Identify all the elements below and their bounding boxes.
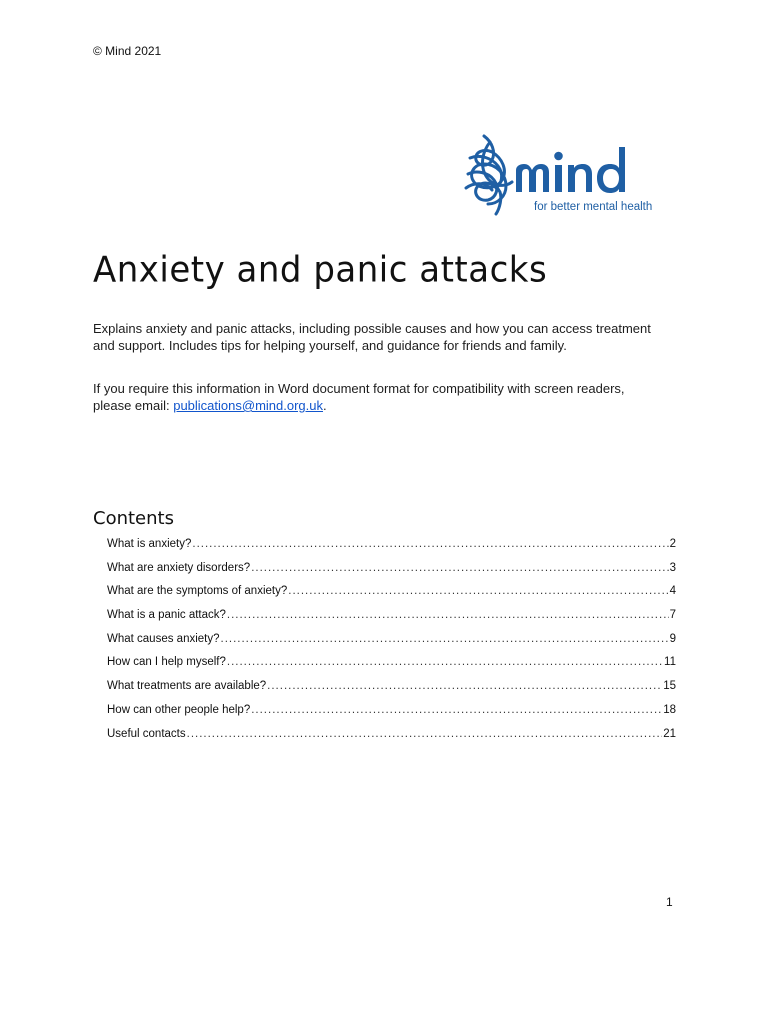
toc-leader [187, 728, 663, 740]
contents-heading: Contents [93, 508, 174, 529]
toc-entry[interactable] [107, 585, 676, 609]
page-number: 1 [666, 895, 673, 909]
toc-leader [251, 704, 662, 716]
toc-entry[interactable] [107, 562, 676, 586]
toc-label: What are the symptoms of anxiety? [107, 585, 288, 598]
toc-page-number: 2 [669, 538, 676, 550]
toc-page-number: 21 [663, 727, 676, 740]
toc-leader [192, 538, 668, 550]
toc-label: Useful contacts [107, 727, 186, 740]
mind-logo [462, 130, 677, 218]
toc-label: How can other people help? [107, 703, 251, 716]
toc-leader [267, 680, 662, 692]
toc-label: What is a panic attack? [107, 609, 226, 622]
copyright-notice: © Mind 2021 [93, 44, 162, 58]
toc-page-number: 9 [669, 632, 676, 645]
table-of-contents [107, 538, 676, 751]
toc-label: What is anxiety? [107, 538, 192, 550]
toc-page-number: 3 [669, 561, 676, 574]
mind-logo-graphic [462, 130, 677, 218]
toc-entry[interactable] [107, 704, 676, 728]
toc-entry[interactable] [107, 656, 676, 680]
toc-label: What treatments are available? [107, 680, 267, 693]
toc-label: What are anxiety disorders? [107, 561, 251, 574]
toc-entry[interactable] [107, 538, 676, 562]
toc-page-number: 4 [669, 585, 676, 598]
toc-page-number: 7 [669, 609, 676, 622]
toc-page-number: 15 [663, 680, 676, 693]
toc-leader [227, 656, 663, 668]
page-title: Anxiety and panic attacks [93, 249, 548, 291]
accessibility-suffix: . [323, 398, 327, 413]
toc-page-number: 18 [663, 703, 676, 716]
toc-leader [227, 609, 669, 621]
toc-leader [288, 585, 668, 597]
logo-tagline: for better mental health [534, 201, 653, 213]
toc-entry[interactable] [107, 633, 676, 657]
toc-entry[interactable] [107, 680, 676, 704]
toc-page-number: 11 [664, 656, 676, 669]
email-link[interactable]: publications@mind.org.uk [173, 398, 323, 413]
toc-leader [221, 633, 669, 645]
toc-entry[interactable] [107, 609, 676, 633]
accessibility-text: If you require this information in Word document format for compatibility with screen readers, please email: [93, 381, 625, 413]
toc-label: How can I help myself? [107, 656, 226, 669]
intro-paragraph: Explains anxiety and panic attacks, including possible causes and how you can access treatment and support. Includes tips for helping yourself, and guidance for friends and family. [93, 321, 651, 353]
toc-label: What causes anxiety? [107, 632, 220, 645]
accessibility-paragraph [93, 380, 653, 414]
toc-leader [251, 562, 668, 574]
toc-entry[interactable] [107, 728, 676, 752]
